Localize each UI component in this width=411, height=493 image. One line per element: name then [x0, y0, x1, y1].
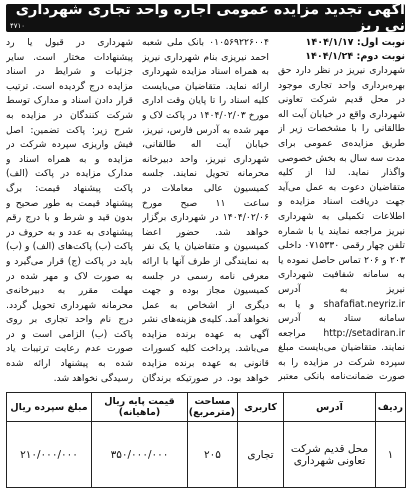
- cell-row-number: ۱: [376, 422, 406, 488]
- column-left: [6, 36, 133, 386]
- announcement-header: [6, 4, 405, 32]
- announcement-title: آگهی تجدید مزایده عمومی اجاره واحد تجاری شهرداری نی ریز: [15, 2, 405, 34]
- header-base-price: قیمت پایه ریال (ماهیانه): [92, 393, 188, 422]
- column-right: [278, 36, 405, 386]
- header-deposit: مبلغ سپرده ریال: [7, 393, 92, 422]
- header-address: آدرس: [284, 393, 376, 422]
- cell-address: محل قدیم شرکت تعاونی شهرداری: [284, 422, 376, 488]
- header-row-number: ردیف: [376, 393, 406, 422]
- column-middle: [142, 36, 269, 386]
- auction-table: [6, 392, 406, 488]
- cell-deposit: ۲۱۰/۰۰۰/۰۰۰: [7, 422, 92, 488]
- cell-base-price: ۳۵۰/۰۰۰/۰۰۰: [92, 422, 188, 488]
- body-text-right: شهرداری نیریز در نظر دارد حق بهره‌برداری واحد تجاری موجود در محل قدیم شرکت تعاونی شهرداری واقع در خیابان آیت اله طالقانی را با مشخصات زیر از طریق مزایده‌ی عمومی برای مدت سه سال به بخش خصوصی واگذار نماید. لذا از کلیه متقاضیان دعوت به عمل می‌آید جهت دریافت اسناد مزایده و اطلاعات تکمیلی به شهرداری نیریز مراجعه نمایند یا با شماره تلفن چهار رقمی ۰۷۱۵۳۳۰ داخلی ۲۰۳ و ۲۰۶ تماس حاصل نموده یا به سامانه شفافیت شهرداری نیریز به آدرس shafafiat.neyriz.ir و یا به سامانه ستاد به آدرس http://setadiran.ir مراجعه نمایند. متقاضیان می‌بایست مبلغ سپرده شرکت در مزایده را به صورت ضمانت‌نامه بانکی معتبر: [278, 65, 405, 383]
- cell-use: تجاری: [238, 422, 284, 488]
- cell-area: ۲۰۵: [188, 422, 238, 488]
- date-first: نوبت اول: ۱۴۰۴/۱/۱۷: [305, 37, 405, 48]
- publication-dates: [278, 36, 405, 64]
- header-use: کاربری: [238, 393, 284, 422]
- header-area: مساحت (مترمربع): [188, 393, 238, 422]
- date-second: نوبت دوم: ۱۴۰۴/۱/۲۴: [305, 51, 405, 62]
- header-mark: ۴۷۱۰: [10, 22, 26, 30]
- body-text-left: شهرداری در قبول یا رد پیشنهادات مختار است. سایر جزئیات و شرایط در اسناد مزایده درج گردیده است. ترتیب قرار دادن اسناد و مدارک توسط شرکت کنندگان در مزایده به شرح زیر: پاکت تضمین: اصل فیش واریزی سپرده شرکت در مزایده و به همراه اسناد و مدارک مزایده در پاکت (الف) پاکت پیشنهاد قیمت: برگ پیشنهاد قیمت به طور صحیح و بدون قید و شرط و با درج رقم پیشنهادی به عدد و به حروف در پاکت (ب) پاکت‌های (الف) و (ب) باید در پاکت (ج) قرار می‌گیرد و به صورت لاک و مهر شده در مهلت مقرر به دبیرخانه‌ی محرمانه شهرداری تحویل گردد. درج نام واحد تجاری بر روی پاکت (ب) الزامی است و در صورت عدم رعایت ترتیبات یاد شده به پیشنهاد ارائه شده رسیدگی نخواهد شد.: [6, 37, 133, 384]
- body-text-middle: ۰۱۰۵۶۹۲۲۶۰۰۴ بانک ملی شعبه احمد نیریزی بنام شهرداری نیریز به همراه اسناد مزایده شهرداری ارائه نماید. متقاضیان می‌بایست کلیه اسناد را تا پایان وقت اداری مورخ ۱۴۰۴/۰۲/۰۳ در پاکت لاک و مهر شده به آدرس فارس، نیریز، خیابان آیت اله طالقانی، شهرداری نیریز، واحد دبیرخانه محرمانه تحویل نمایند. جلسه کمیسیون عالی معاملات در ساعت ۱۱ صبح مورخ ۱۴۰۴/۰۲/۰۶ در شهرداری برگزار خواهد شد. حضور اعضا کمیسیون و متقاضیان یا یک نفر به نمایندگی از طرف آنها با ارائه معرفی نامه رسمی در جلسه کمیسیون مجاز بوده و جهت دیگری از اشخاص به عمل نخواهد آمد. کلیه‌ی هزینه‌های نشر آگهی به عهده برنده مزایده می‌باشد. پرداخت کلیه کسورات قانونی به عهده برنده مزایده خواهد بود. در صورتیکه برندگان: [142, 37, 269, 384]
- table-header-row: [7, 393, 406, 422]
- announcement-body: [6, 36, 405, 386]
- table-row: [7, 422, 406, 488]
